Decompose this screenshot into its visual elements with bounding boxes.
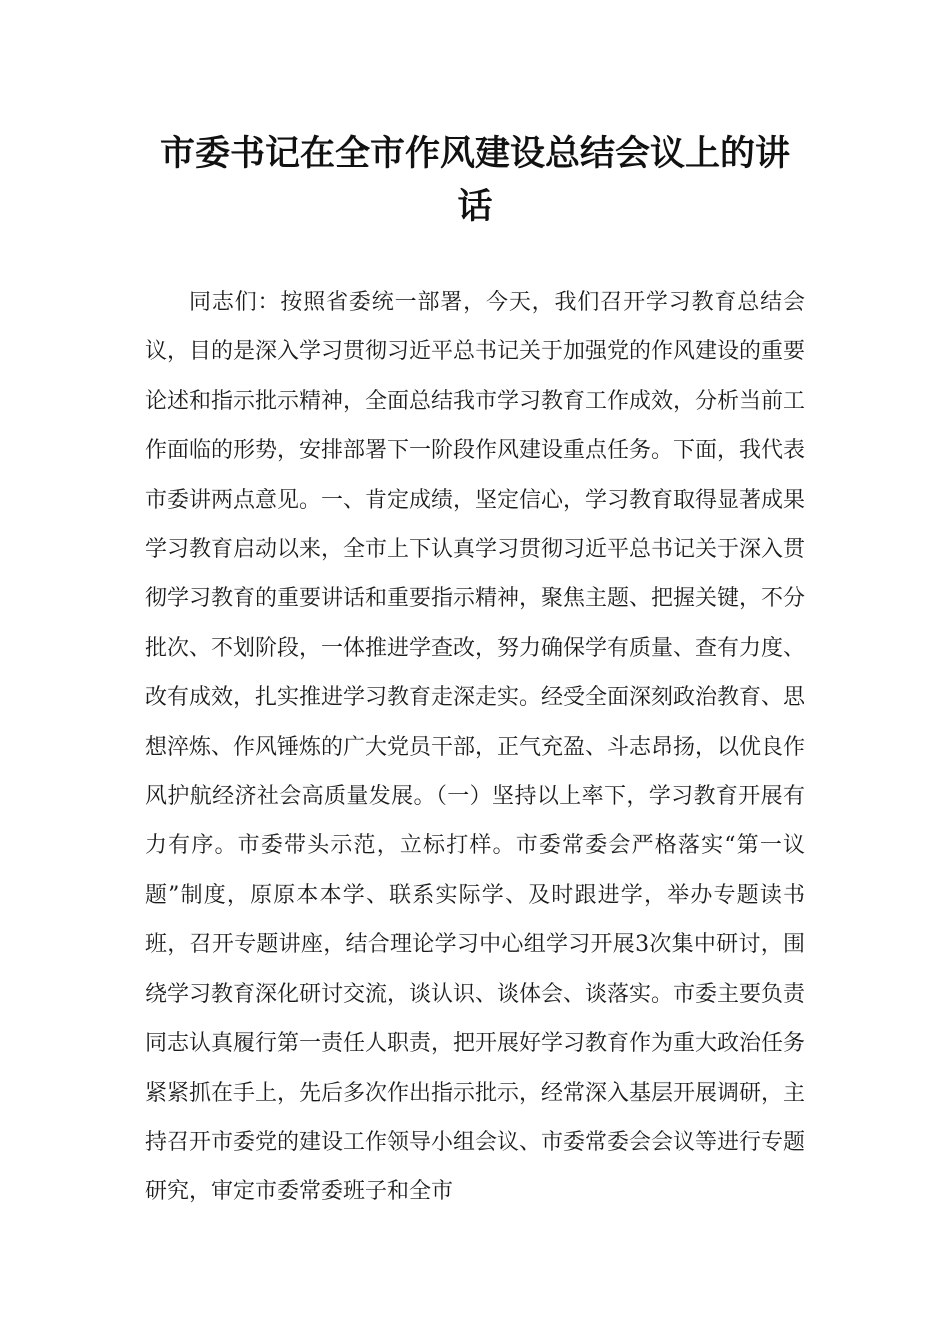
document-title: 市委书记在全市作风建设总结会议上的讲话 <box>159 134 790 227</box>
document-body-paragraph: 同志们：按照省委统一部署，今天，我们召开学习教育总结会议，目的是深入学习贯彻习近平总书记关于加强党的作风建设的重要论述和指示批示精神，全面总结我市学习教育工作成效，分析当前工作面临的形势，安排部署下一阶段作风建设重点任务。下面，我代表市委讲两点意见。一、肯定成绩，坚定信心，学习教育取得显著成果学习教育启动以来，全市上下认真学习贯彻习近平总书记关于深入贯彻学习教育的重要讲话和重要指示精神，聚焦主题、把握关键，不分批次、不划阶段，一体推进学查改，努力确保学有质量、查有力度、改有成效，扎实推进学习教育走深走实。经受全面深刻政治教育、思想淬炼、作风锤炼的广大党员干部，正气充盈、斗志昂扬，以优良作风护航经济社会高质量发展。（一）坚持以上率下，学习教育开展有力有序。市委带头示范，立标打样。市委常委会严格落实“第一议题”制度，原原本本学、联系实际学、及时跟进学，举办专题读书班，召开专题讲座，结合理论学习中心组学习开展3次集中研讨，围绕学习教育深化研讨交流，谈认识、谈体会、谈落实。市委主要负责同志认真履行第一责任人职责，把开展好学习教育作为重大政治任务紧紧抓在手上，先后多次作出指示批示，经常深入基层开展调研，主持召开市委党的建设工作领导小组会议、市委常委会会议等进行专题研究，审定市委常委班子和全市 <box>145 290 806 1205</box>
